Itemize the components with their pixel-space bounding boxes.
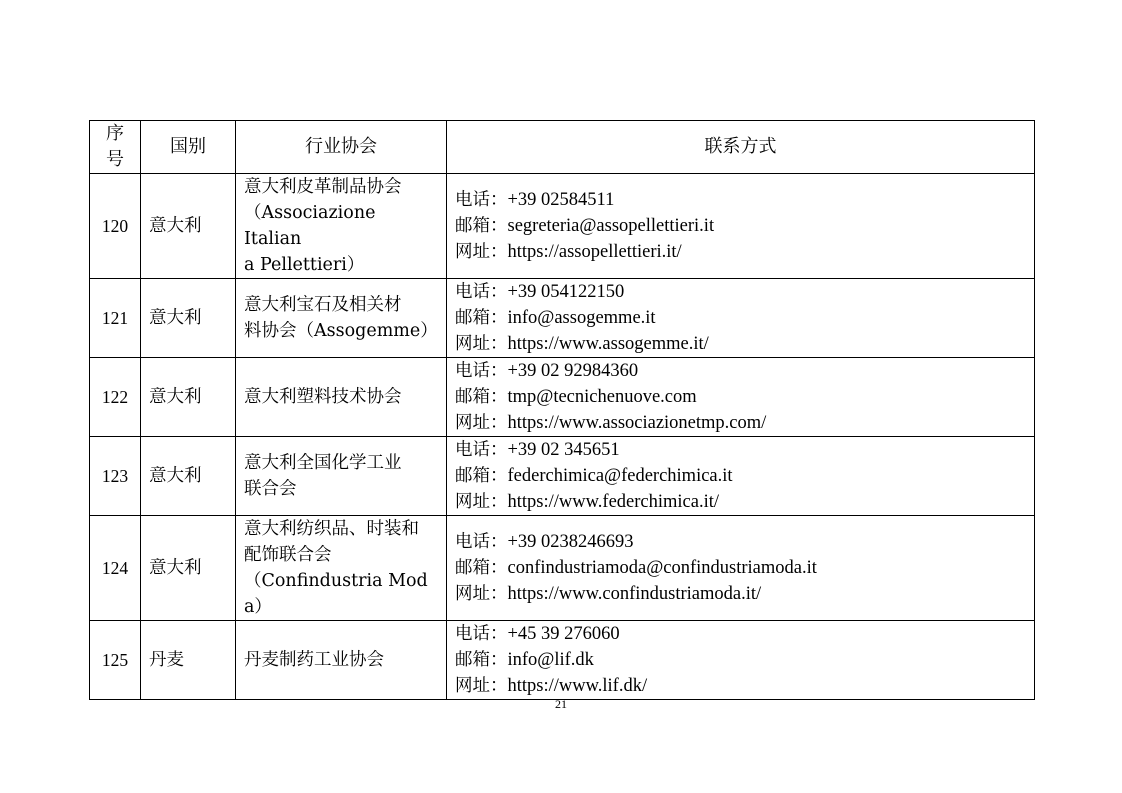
phone-label: 电话：	[455, 440, 508, 460]
row-seq: 125	[90, 621, 141, 700]
email-value[interactable]: tmp@tecnichenuove.com	[507, 387, 697, 407]
web-line	[455, 581, 1026, 607]
email-line	[455, 647, 1026, 673]
table-row	[90, 174, 1035, 279]
phone-label: 电话：	[455, 361, 508, 381]
table-row	[90, 621, 1035, 700]
association-name: 意大利纺织品、时装和 配饰联合会 （Confindustria Mod a）	[244, 519, 428, 617]
row-seq: 124	[90, 516, 141, 621]
row-country: 意大利	[141, 358, 236, 437]
row-contact	[447, 358, 1035, 437]
web-line	[455, 673, 1026, 699]
header-row	[90, 121, 1035, 174]
row-country: 意大利	[141, 174, 236, 279]
phone-value: +45 39 276060	[507, 624, 620, 644]
row-association	[236, 174, 447, 279]
email-value[interactable]: confindustriamoda@confindustriamoda.it	[507, 558, 817, 578]
association-name: 丹麦制药工业协会	[244, 650, 384, 670]
web-label: 网址：	[455, 242, 508, 262]
email-label: 邮箱：	[455, 308, 508, 328]
email-line	[455, 463, 1026, 489]
web-link[interactable]: https://assopellettieri.it/	[507, 242, 682, 262]
row-country: 意大利	[141, 279, 236, 358]
row-association	[236, 621, 447, 700]
web-line	[455, 489, 1026, 515]
row-contact	[447, 516, 1035, 621]
web-label: 网址：	[455, 584, 508, 604]
phone-label: 电话：	[455, 624, 508, 644]
association-name: 意大利宝石及相关材 料协会（Assogemme）	[244, 295, 438, 341]
header-association: 行业协会	[236, 121, 447, 174]
table-row	[90, 279, 1035, 358]
associations-table	[89, 120, 1035, 700]
email-label: 邮箱：	[455, 466, 508, 486]
email-label: 邮箱：	[455, 216, 508, 236]
row-seq: 121	[90, 279, 141, 358]
web-label: 网址：	[455, 676, 508, 696]
web-line	[455, 331, 1026, 357]
email-line	[455, 555, 1026, 581]
row-contact	[447, 437, 1035, 516]
row-association	[236, 279, 447, 358]
phone-line	[455, 621, 1026, 647]
header-country: 国别	[141, 121, 236, 174]
header-contact: 联系方式	[447, 121, 1035, 174]
phone-line	[455, 279, 1026, 305]
row-association	[236, 516, 447, 621]
row-country: 意大利	[141, 437, 236, 516]
web-line	[455, 239, 1026, 265]
row-contact	[447, 621, 1035, 700]
email-line	[455, 384, 1026, 410]
web-link[interactable]: https://www.federchimica.it/	[507, 492, 719, 512]
association-name: 意大利塑料技术协会	[244, 387, 402, 407]
page-number: 21	[555, 697, 567, 711]
row-seq: 122	[90, 358, 141, 437]
phone-line	[455, 187, 1026, 213]
row-seq: 123	[90, 437, 141, 516]
phone-value: +39 054122150	[507, 282, 625, 302]
email-label: 邮箱：	[455, 650, 508, 670]
phone-label: 电话：	[455, 282, 508, 302]
header-seq-label: 序号	[105, 123, 124, 170]
phone-value: +39 02 92984360	[507, 361, 639, 381]
phone-label: 电话：	[455, 190, 508, 210]
table-row	[90, 516, 1035, 621]
phone-line	[455, 529, 1026, 555]
phone-value: +39 0238246693	[507, 532, 634, 552]
header-seq	[90, 121, 141, 174]
web-label: 网址：	[455, 413, 508, 433]
web-link[interactable]: https://www.lif.dk/	[507, 676, 648, 696]
phone-label: 电话：	[455, 532, 508, 552]
web-line	[455, 410, 1026, 436]
email-value[interactable]: info@assogemme.it	[507, 308, 656, 328]
web-link[interactable]: https://www.associazionetmp.com/	[507, 413, 767, 433]
email-line	[455, 213, 1026, 239]
web-label: 网址：	[455, 492, 508, 512]
row-contact	[447, 279, 1035, 358]
phone-value: +39 02584511	[507, 190, 615, 210]
web-link[interactable]: https://www.assogemme.it/	[507, 334, 709, 354]
table-row	[90, 358, 1035, 437]
association-name: 意大利皮革制品协会 （Associazione Italian a Pellettieri）	[244, 177, 402, 275]
email-line	[455, 305, 1026, 331]
table-row	[90, 437, 1035, 516]
row-contact	[447, 174, 1035, 279]
row-seq: 120	[90, 174, 141, 279]
row-country: 丹麦	[141, 621, 236, 700]
email-label: 邮箱：	[455, 558, 508, 578]
row-country: 意大利	[141, 516, 236, 621]
web-label: 网址：	[455, 334, 508, 354]
row-association	[236, 358, 447, 437]
association-name: 意大利全国化学工业 联合会	[244, 453, 402, 499]
phone-value: +39 02 345651	[507, 440, 620, 460]
phone-line	[455, 358, 1026, 384]
web-link[interactable]: https://www.confindustriamoda.it/	[507, 584, 762, 604]
email-label: 邮箱：	[455, 387, 508, 407]
email-value[interactable]: segreteria@assopellettieri.it	[507, 216, 715, 236]
email-value[interactable]: federchimica@federchimica.it	[507, 466, 733, 486]
email-value[interactable]: info@lif.dk	[507, 650, 594, 670]
row-association	[236, 437, 447, 516]
phone-line	[455, 437, 1026, 463]
